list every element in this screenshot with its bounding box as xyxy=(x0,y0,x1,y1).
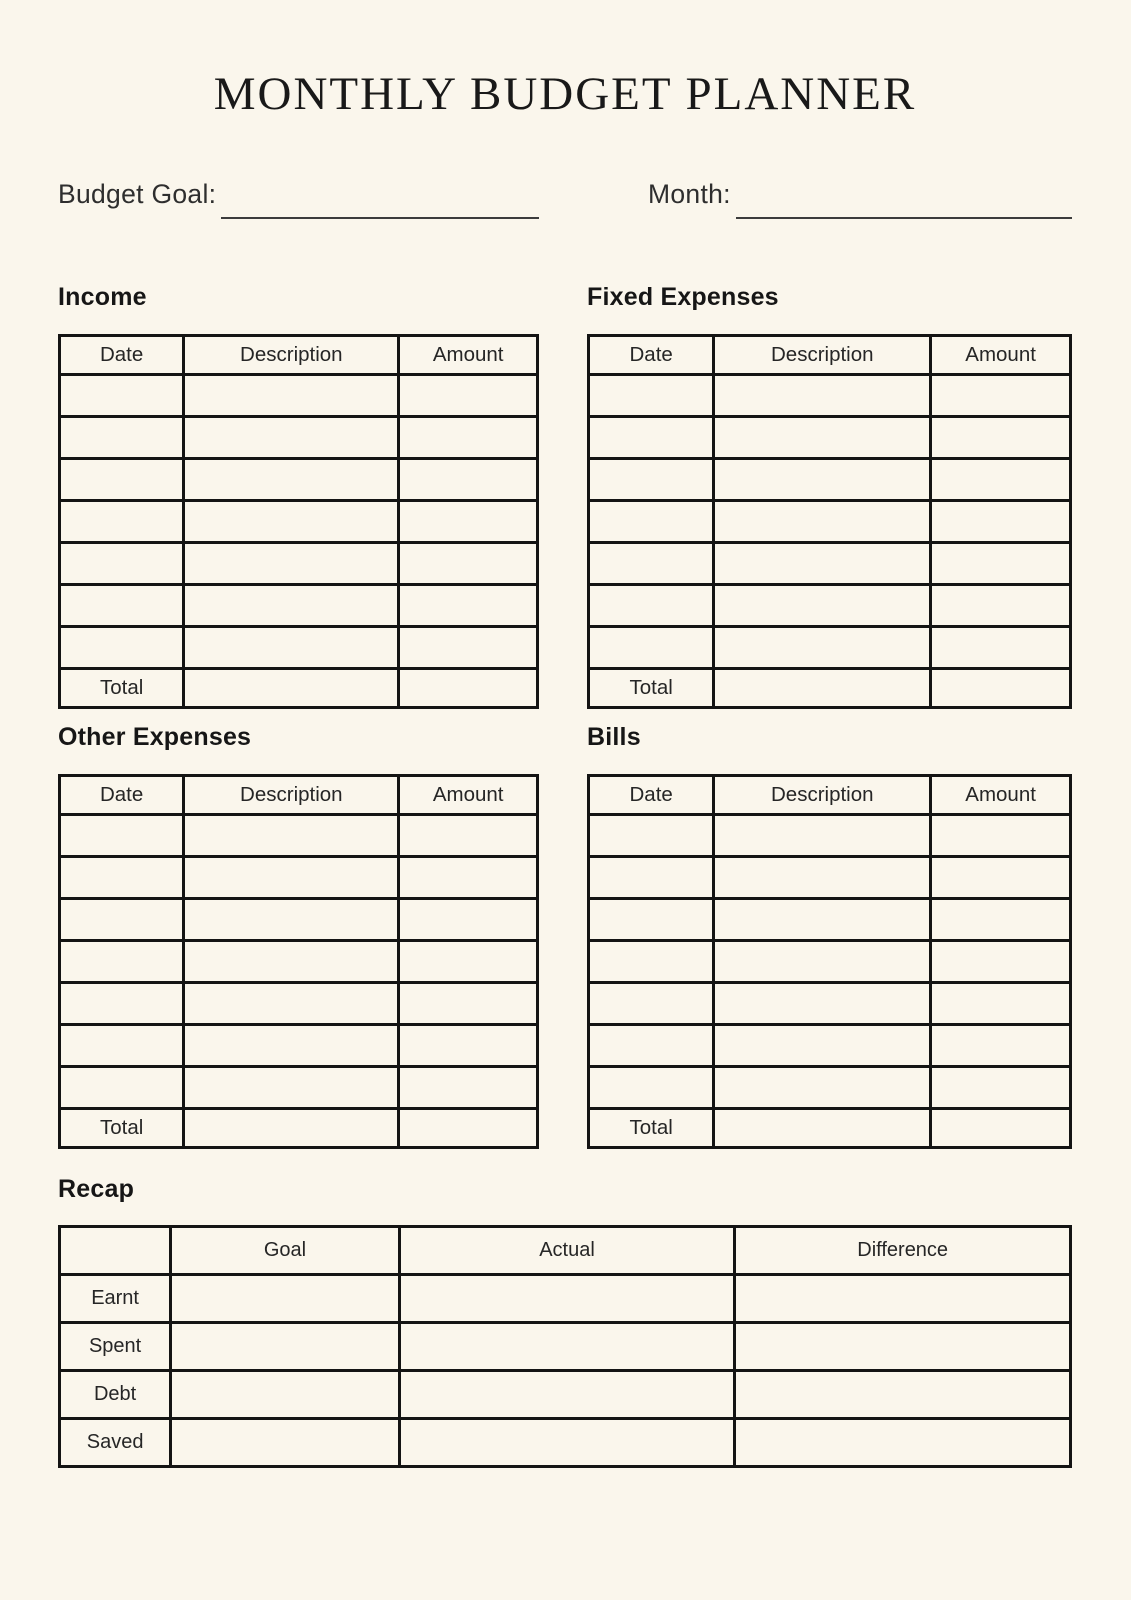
page-title: MONTHLY BUDGET PLANNER xyxy=(213,68,917,120)
empty-cell xyxy=(399,584,538,626)
empty-cell xyxy=(60,416,184,458)
budget-goal-field xyxy=(58,175,539,219)
empty-cell xyxy=(399,374,538,416)
empty-cell xyxy=(60,1066,184,1108)
column-header-description: Description xyxy=(184,335,399,374)
table-row xyxy=(60,856,538,898)
empty-cell xyxy=(714,898,931,940)
table-row xyxy=(60,1066,538,1108)
empty-cell xyxy=(184,982,399,1024)
month-field xyxy=(587,175,1072,219)
empty-cell xyxy=(399,416,538,458)
empty-cell xyxy=(589,940,714,982)
empty-cell xyxy=(931,940,1071,982)
table-row xyxy=(589,458,1071,500)
empty-cell xyxy=(60,982,184,1024)
table-row xyxy=(589,940,1071,982)
table-row xyxy=(589,374,1071,416)
table-row xyxy=(60,898,538,940)
empty-cell xyxy=(931,374,1071,416)
empty-cell xyxy=(735,1419,1071,1467)
column-header-amount: Amount xyxy=(399,775,538,814)
table-row xyxy=(60,940,538,982)
header-row xyxy=(60,775,538,814)
empty-cell xyxy=(184,1024,399,1066)
empty-cell xyxy=(931,982,1071,1024)
empty-cell xyxy=(589,814,714,856)
section-fixed-expenses xyxy=(587,283,1072,709)
empty-cell xyxy=(399,1371,735,1419)
total-row xyxy=(589,668,1071,707)
empty-cell xyxy=(714,940,931,982)
table-row xyxy=(589,584,1071,626)
empty-cell xyxy=(171,1275,399,1323)
recap-row xyxy=(60,1323,1071,1371)
column-header-date: Date xyxy=(60,775,184,814)
table-row xyxy=(589,814,1071,856)
empty-cell xyxy=(399,982,538,1024)
header-row xyxy=(589,775,1071,814)
table-row xyxy=(60,982,538,1024)
empty-cell xyxy=(931,416,1071,458)
section-recap xyxy=(58,1175,1072,1469)
header-row xyxy=(589,335,1071,374)
column-header-amount: Amount xyxy=(931,775,1071,814)
column-header-description: Description xyxy=(714,775,931,814)
recap-corner-cell xyxy=(60,1227,171,1275)
table-row xyxy=(60,542,538,584)
empty-cell xyxy=(735,1275,1071,1323)
empty-cell xyxy=(184,584,399,626)
empty-cell xyxy=(714,500,931,542)
recap-row xyxy=(60,1275,1071,1323)
section-bills xyxy=(587,723,1072,1149)
empty-cell xyxy=(399,1275,735,1323)
empty-cell xyxy=(184,626,399,668)
empty-cell xyxy=(931,500,1071,542)
recap-row-label-debt: Debt xyxy=(60,1371,171,1419)
table-row xyxy=(60,458,538,500)
empty-cell xyxy=(714,1108,931,1147)
empty-cell xyxy=(171,1419,399,1467)
budget-goal-label: Budget Goal: xyxy=(58,178,217,209)
total-row xyxy=(60,668,538,707)
table-row xyxy=(589,856,1071,898)
empty-cell xyxy=(60,856,184,898)
empty-cell xyxy=(60,374,184,416)
empty-cell xyxy=(931,898,1071,940)
empty-cell xyxy=(931,542,1071,584)
recap-column-header-goal: Goal xyxy=(171,1227,399,1275)
empty-cell xyxy=(184,542,399,584)
empty-cell xyxy=(931,458,1071,500)
table-row xyxy=(60,500,538,542)
empty-cell xyxy=(714,814,931,856)
total-label: Total xyxy=(60,668,184,707)
empty-cell xyxy=(399,668,538,707)
empty-cell xyxy=(399,542,538,584)
section-title-recap: Recap xyxy=(58,1174,135,1203)
empty-cell xyxy=(60,626,184,668)
empty-cell xyxy=(171,1371,399,1419)
table-row xyxy=(589,626,1071,668)
empty-cell xyxy=(589,1066,714,1108)
empty-cell xyxy=(589,458,714,500)
empty-cell xyxy=(714,542,931,584)
empty-cell xyxy=(931,626,1071,668)
empty-cell xyxy=(184,814,399,856)
empty-cell xyxy=(60,458,184,500)
empty-cell xyxy=(931,814,1071,856)
empty-cell xyxy=(399,1066,538,1108)
total-label: Total xyxy=(589,668,714,707)
section-title-other-expenses: Other Expenses xyxy=(58,722,252,751)
column-header-amount: Amount xyxy=(931,335,1071,374)
table-row xyxy=(589,982,1071,1024)
total-row xyxy=(60,1108,538,1147)
empty-cell xyxy=(184,1066,399,1108)
table-row xyxy=(60,584,538,626)
empty-cell xyxy=(399,1419,735,1467)
column-header-date: Date xyxy=(60,335,184,374)
empty-cell xyxy=(589,416,714,458)
empty-cell xyxy=(714,374,931,416)
total-label: Total xyxy=(60,1108,184,1147)
column-header-description: Description xyxy=(714,335,931,374)
header-row xyxy=(60,335,538,374)
empty-cell xyxy=(184,1108,399,1147)
empty-cell xyxy=(931,584,1071,626)
recap-table xyxy=(58,1225,1072,1468)
empty-cell xyxy=(60,500,184,542)
empty-cell xyxy=(184,668,399,707)
empty-cell xyxy=(399,458,538,500)
column-header-date: Date xyxy=(589,335,714,374)
table-row xyxy=(589,1066,1071,1108)
recap-row xyxy=(60,1371,1071,1419)
section-income xyxy=(58,283,539,709)
income-table xyxy=(58,334,539,709)
table-row xyxy=(60,814,538,856)
empty-cell xyxy=(589,1024,714,1066)
empty-cell xyxy=(931,1066,1071,1108)
empty-cell xyxy=(589,542,714,584)
table-row xyxy=(60,416,538,458)
empty-cell xyxy=(399,898,538,940)
empty-cell xyxy=(60,584,184,626)
empty-cell xyxy=(735,1371,1071,1419)
table-row xyxy=(589,416,1071,458)
empty-cell xyxy=(714,668,931,707)
empty-cell xyxy=(184,940,399,982)
budget-goal-line xyxy=(221,217,539,219)
empty-cell xyxy=(931,1024,1071,1066)
month-label: Month: xyxy=(648,178,731,209)
empty-cell xyxy=(589,982,714,1024)
empty-cell xyxy=(714,982,931,1024)
empty-cell xyxy=(399,856,538,898)
table-row xyxy=(589,898,1071,940)
empty-cell xyxy=(589,856,714,898)
other-expenses-table xyxy=(58,774,539,1149)
empty-cell xyxy=(399,1323,735,1371)
empty-cell xyxy=(184,374,399,416)
column-header-amount: Amount xyxy=(399,335,538,374)
section-title-income: Income xyxy=(58,283,147,312)
empty-cell xyxy=(714,626,931,668)
total-row xyxy=(589,1108,1071,1147)
empty-cell xyxy=(589,626,714,668)
total-label: Total xyxy=(589,1108,714,1147)
empty-cell xyxy=(931,856,1071,898)
table-row xyxy=(589,1024,1071,1066)
table-row xyxy=(60,1024,538,1066)
recap-column-header-actual: Actual xyxy=(399,1227,735,1275)
section-other-expenses xyxy=(58,723,539,1149)
recap-row xyxy=(60,1419,1071,1467)
empty-cell xyxy=(931,1108,1071,1147)
column-header-date: Date xyxy=(589,775,714,814)
budget-tables-grid xyxy=(58,283,1072,1149)
empty-cell xyxy=(60,542,184,584)
table-row xyxy=(60,374,538,416)
recap-row-label-spent: Spent xyxy=(60,1323,171,1371)
empty-cell xyxy=(184,500,399,542)
empty-cell xyxy=(399,500,538,542)
table-row xyxy=(589,500,1071,542)
empty-cell xyxy=(399,814,538,856)
empty-cell xyxy=(60,814,184,856)
empty-cell xyxy=(399,626,538,668)
empty-cell xyxy=(60,1024,184,1066)
recap-column-header-difference: Difference xyxy=(735,1227,1071,1275)
empty-cell xyxy=(399,1108,538,1147)
empty-cell xyxy=(184,898,399,940)
empty-cell xyxy=(931,668,1071,707)
empty-cell xyxy=(399,940,538,982)
empty-cell xyxy=(714,1024,931,1066)
section-title-fixed-expenses: Fixed Expenses xyxy=(587,283,779,312)
empty-cell xyxy=(714,856,931,898)
table-row xyxy=(589,542,1071,584)
empty-cell xyxy=(589,584,714,626)
empty-cell xyxy=(60,940,184,982)
goal-month-row xyxy=(58,175,1072,219)
recap-header-row xyxy=(60,1227,1071,1275)
empty-cell xyxy=(399,1024,538,1066)
empty-cell xyxy=(60,898,184,940)
empty-cell xyxy=(171,1323,399,1371)
bills-table xyxy=(587,774,1072,1149)
empty-cell xyxy=(714,416,931,458)
empty-cell xyxy=(589,500,714,542)
empty-cell xyxy=(589,898,714,940)
month-line xyxy=(736,217,1072,219)
recap-row-label-saved: Saved xyxy=(60,1419,171,1467)
empty-cell xyxy=(714,584,931,626)
empty-cell xyxy=(735,1323,1071,1371)
table-row xyxy=(60,626,538,668)
empty-cell xyxy=(184,416,399,458)
column-header-description: Description xyxy=(184,775,399,814)
section-title-bills: Bills xyxy=(587,722,641,751)
empty-cell xyxy=(714,458,931,500)
empty-cell xyxy=(184,856,399,898)
empty-cell xyxy=(714,1066,931,1108)
fixed-expenses-table xyxy=(587,334,1072,709)
recap-row-label-earnt: Earnt xyxy=(60,1275,171,1323)
empty-cell xyxy=(184,458,399,500)
empty-cell xyxy=(589,374,714,416)
